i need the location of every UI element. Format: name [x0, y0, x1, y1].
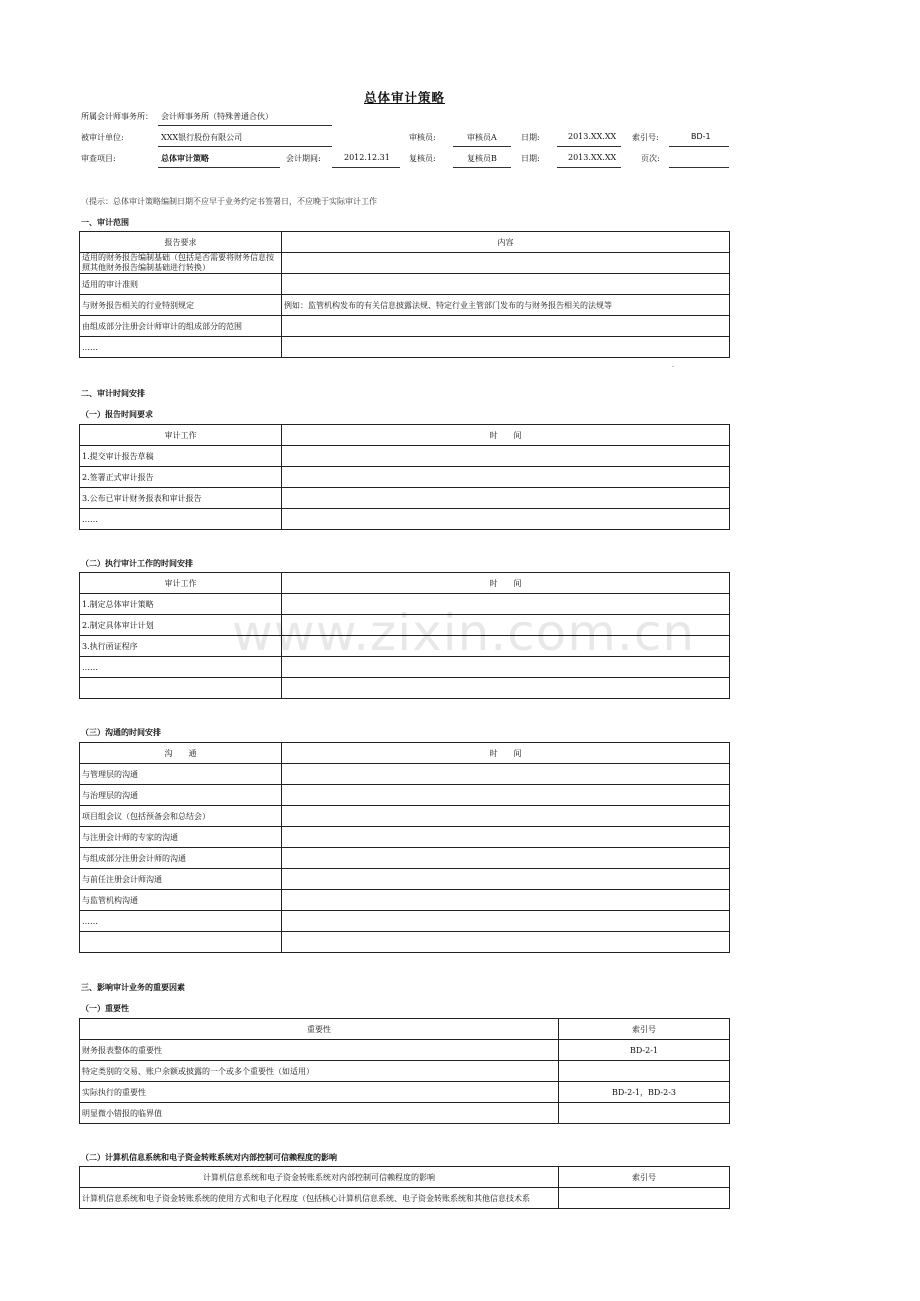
firm-value: 会计师事务所（特殊普通合伙） [161, 112, 273, 121]
subsection-heading: （二）执行审计工作的时间安排 [81, 559, 193, 568]
communication-time-table [79, 742, 730, 953]
index-cell [559, 1188, 730, 1209]
table-cell: …… [80, 509, 282, 530]
table-row [80, 337, 730, 358]
table-cell: …… [80, 911, 282, 932]
table-row [80, 806, 730, 827]
table-cell: 项目组会议（包括预备会和总结会） [80, 806, 282, 827]
table-cell: …… [80, 657, 282, 678]
col-header: 计算机信息系统和电子资金转账系统对内部控制可信赖程度的影响 [80, 1167, 559, 1188]
materiality-table [79, 1018, 730, 1124]
stray-dot: . [672, 362, 674, 369]
table-row [80, 678, 730, 699]
index-cell [559, 1103, 730, 1124]
index-value: BD-1 [691, 132, 711, 141]
table-cell [282, 509, 730, 530]
date-label-2: 日期: [521, 154, 540, 163]
table-row [80, 509, 730, 530]
table-cell [80, 678, 282, 699]
table-cell: 2.制定具体审计计划 [80, 615, 282, 636]
table-cell: 计算机信息系统和电子资金转账系统的使用方式和电子化程度（包括核心计算机信息系统、电子资金转账系统和其他信息技术系 [80, 1188, 559, 1209]
table-cell: 特定类别的交易、账户余额或披露的一个或多个重要性（如适用） [80, 1061, 559, 1082]
index-cell [559, 1061, 730, 1082]
table-cell [282, 890, 730, 911]
table-row [80, 785, 730, 806]
page-title: 总体审计策略 [363, 90, 445, 105]
table-header-row [80, 425, 730, 446]
rechecker-label: 复核员: [409, 154, 436, 163]
table-cell: 与前任注册会计师沟通 [80, 869, 282, 890]
index-cell: BD-2-1 [559, 1040, 730, 1061]
reviewer-value: 审核员A [467, 133, 497, 142]
table-header-row [80, 1167, 730, 1188]
subsection-heading: （一）重要性 [81, 1004, 129, 1013]
table-row [80, 911, 730, 932]
period-label: 会计期间: [286, 154, 321, 163]
col-header: 重要性 [80, 1019, 559, 1040]
col-header: 索引号 [559, 1167, 730, 1188]
client-label: 被审计单位: [81, 133, 124, 142]
table-cell [282, 785, 730, 806]
table-cell [282, 932, 730, 953]
table-row [80, 1061, 730, 1082]
col-header: 审计工作 [80, 425, 282, 446]
reviewer-label: 审核员: [409, 133, 436, 142]
report-time-table [79, 424, 730, 530]
section-3-heading: 三、影响审计业务的重要因素 [81, 983, 185, 992]
table-header-row [80, 232, 730, 253]
table-cell [282, 827, 730, 848]
it-system-table [79, 1166, 730, 1209]
firm-label: 所属会计师事务所： [81, 112, 153, 121]
watermark: www.zixin.com.cn [232, 604, 696, 662]
table-row [80, 932, 730, 953]
index-label: 索引号: [632, 133, 659, 142]
table-row [80, 1103, 730, 1124]
table-row [80, 274, 730, 295]
table-row [80, 253, 730, 274]
table-cell [282, 488, 730, 509]
table-header-row [80, 1019, 730, 1040]
table-row [80, 488, 730, 509]
table-cell: 1.提交审计报告草稿 [80, 446, 282, 467]
table-cell [282, 806, 730, 827]
col-header: 报告要求 [80, 232, 282, 253]
table-cell: 与监管机构沟通 [80, 890, 282, 911]
subsection-heading: （二）计算机信息系统和电子资金转账系统对内部控制可信赖程度的影响 [81, 1153, 337, 1162]
table-header-row [80, 743, 730, 764]
table-cell [282, 446, 730, 467]
table-cell: 3.执行函证程序 [80, 636, 282, 657]
table-row [80, 446, 730, 467]
table-row [80, 295, 730, 316]
table-cell: …… [80, 337, 282, 358]
hint-text: （提示：总体审计策略编制日期不应早于业务约定书签署日，不应晚于实际审计工作 [81, 197, 377, 206]
table-row [80, 1188, 730, 1209]
table-row [80, 764, 730, 785]
table-cell [282, 911, 730, 932]
date-label-1: 日期: [521, 133, 540, 142]
table-row [80, 316, 730, 337]
table-cell: 适用的审计准则 [80, 274, 282, 295]
col-header: 审计工作 [80, 573, 282, 594]
rechecker-value: 复核员B [467, 154, 497, 163]
page-label: 页次: [641, 154, 660, 163]
client-value: XXX银行股份有限公司 [161, 133, 243, 142]
table-row [80, 467, 730, 488]
index-cell: BD-2-1，BD-2-3 [559, 1082, 730, 1103]
col-header: 时 间 [282, 425, 730, 446]
table-cell [282, 764, 730, 785]
col-header: 时 间 [282, 743, 730, 764]
table-cell: 由组成部分注册会计师审计的组成部分的范围 [80, 316, 282, 337]
table-cell: 明显微小错报的临界值 [80, 1103, 559, 1124]
table-cell: 3.公布已审计财务报表和审计报告 [80, 488, 282, 509]
col-header: 沟 通 [80, 743, 282, 764]
table-cell: 实际执行的重要性 [80, 1082, 559, 1103]
scope-table [79, 231, 730, 358]
subsection-heading: （三）沟通的时间安排 [81, 728, 161, 737]
col-header: 时 间 [282, 573, 730, 594]
table-cell [282, 467, 730, 488]
item-value: 总体审计策略 [161, 154, 209, 163]
table-cell: 与组成部分注册会计师的沟通 [80, 848, 282, 869]
table-header-row [80, 573, 730, 594]
table-cell [282, 678, 730, 699]
table-cell [282, 848, 730, 869]
table-cell: 适用的财务报告编制基础（包括是否需要将财务信息按照其他财务报告编制基础进行转换） [80, 253, 282, 274]
table-cell [282, 316, 730, 337]
date-value-1: 2013.XX.XX [568, 132, 617, 141]
col-header: 内容 [282, 232, 730, 253]
table-cell [80, 932, 282, 953]
period-value: 2012.12.31 [344, 153, 390, 162]
table-cell: 财务报表整体的重要性 [80, 1040, 559, 1061]
table-row [80, 1082, 730, 1103]
section-1-heading: 一、审计范围 [81, 218, 129, 227]
subsection-heading: （一）报告时间要求 [81, 410, 153, 419]
table-row [80, 827, 730, 848]
table-cell: 与治理层的沟通 [80, 785, 282, 806]
section-2-heading: 二、审计时间安排 [81, 389, 145, 398]
table-cell: 例如：监管机构发布的有关信息披露法规、特定行业主管部门发布的与财务报告相关的法规等 [282, 295, 730, 316]
item-label: 审查项目: [81, 154, 116, 163]
table-cell: 与财务报告相关的行业特别规定 [80, 295, 282, 316]
table-row [80, 890, 730, 911]
table-row [80, 1040, 730, 1061]
table-cell [282, 337, 730, 358]
table-row [80, 848, 730, 869]
table-cell [282, 274, 730, 295]
table-cell: 与注册会计师的专家的沟通 [80, 827, 282, 848]
table-cell: 1.制定总体审计策略 [80, 594, 282, 615]
table-cell [282, 869, 730, 890]
table-row [80, 869, 730, 890]
col-header: 索引号 [559, 1019, 730, 1040]
date-value-2: 2013.XX.XX [568, 153, 617, 162]
table-cell [282, 253, 730, 274]
table-cell: 与管理层的沟通 [80, 764, 282, 785]
table-cell: 2.签署正式审计报告 [80, 467, 282, 488]
